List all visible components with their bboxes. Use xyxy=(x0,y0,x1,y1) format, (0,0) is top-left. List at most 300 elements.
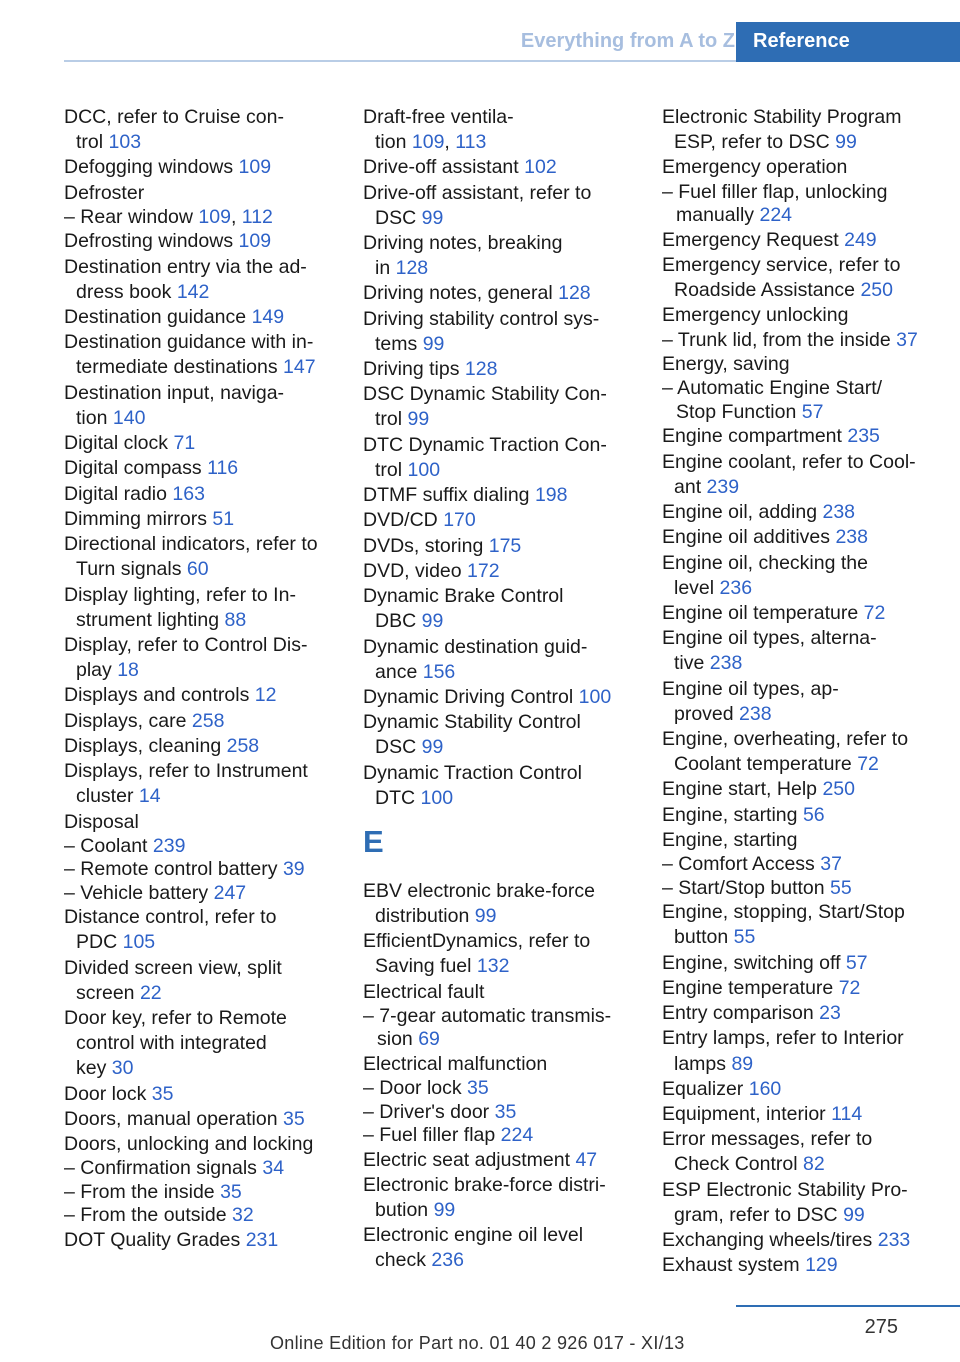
index-term-text: Digital clock xyxy=(64,432,169,455)
index-term-text: Engine temperature xyxy=(662,976,834,999)
index-term-text: – From the outside xyxy=(64,1204,227,1227)
page-link[interactable]: 60 xyxy=(186,558,209,581)
index-term-text: ant xyxy=(674,475,702,498)
index-term-text: Dynamic Brake Control xyxy=(363,585,564,608)
index-column-2 xyxy=(363,105,638,1274)
page-link[interactable]: 99 xyxy=(407,408,430,431)
index-term-text: DSC xyxy=(375,736,417,759)
index-entry xyxy=(662,1127,947,1177)
index-entry xyxy=(363,761,638,811)
page-link[interactable]: 128 xyxy=(395,257,429,280)
index-term-text: Driving tips xyxy=(363,358,460,381)
page-link[interactable]: 32 xyxy=(232,1204,254,1227)
index-entry xyxy=(363,879,638,929)
index-term-text: Engine oil types, alterna- xyxy=(662,627,877,650)
page-link[interactable]: 258 xyxy=(191,709,225,732)
index-term-text: lamps xyxy=(674,1052,727,1075)
index-term-text: Destination entry via the ad- xyxy=(64,255,307,278)
index-term-text: DVD/CD xyxy=(363,509,438,532)
index-entry xyxy=(64,229,339,254)
index-entry xyxy=(64,759,339,809)
index-column-3 xyxy=(662,105,947,1279)
page-link[interactable]: 238 xyxy=(835,526,868,549)
page-link[interactable]: 99 xyxy=(843,1203,865,1226)
index-entry xyxy=(662,1026,947,1076)
index-term-text: Saving fuel xyxy=(375,955,472,978)
index-term-text: Divided screen view, split xyxy=(64,956,282,979)
index-term-text: Display, refer to Control Dis- xyxy=(64,634,308,656)
page-link[interactable]: 236 xyxy=(719,576,753,599)
index-entry xyxy=(662,450,947,500)
index-term-text: Emergency Request xyxy=(662,228,839,251)
index-term-text: DOT Quality Grades xyxy=(64,1228,241,1251)
index-entry xyxy=(64,1107,339,1132)
index-entry xyxy=(662,228,947,253)
index-term-text: Disposal xyxy=(64,810,139,833)
index-term-text: DTC Dynamic Traction Con- xyxy=(363,433,607,456)
index-term-text: Door lock xyxy=(64,1082,147,1105)
index-entry xyxy=(662,1077,947,1102)
index-entry xyxy=(662,951,947,976)
index-entry xyxy=(363,281,638,306)
page-link[interactable]: 172 xyxy=(467,559,500,582)
index-term-text: DTC xyxy=(375,786,416,809)
index-term-text: cluster xyxy=(76,785,134,808)
page-link[interactable]: 100 xyxy=(420,786,454,809)
page-link[interactable]: 99 xyxy=(421,610,444,633)
page-link[interactable]: 12 xyxy=(254,684,277,707)
page-link[interactable]: 250 xyxy=(860,279,893,302)
index-subentry: – Rear window 109, 112 xyxy=(64,205,273,228)
index-term-text: DSC xyxy=(375,206,417,229)
page-link[interactable]: 18 xyxy=(117,659,139,682)
index-entry xyxy=(662,900,947,950)
index-term-text: – Fuel filler flap xyxy=(363,1124,496,1147)
page-link[interactable]: 224 xyxy=(759,204,793,227)
index-term-text: Drive-off assistant, refer to xyxy=(363,181,592,204)
index-entry xyxy=(662,727,947,777)
index-term-text: Energy, saving xyxy=(662,353,790,376)
index-term-text: – Door lock xyxy=(363,1077,462,1100)
index-subentry xyxy=(363,1005,638,1052)
page-link[interactable]: 99 xyxy=(422,332,445,355)
index-term-text: DTMF suffix dialing xyxy=(363,484,530,507)
index-entry xyxy=(363,155,638,180)
page-link[interactable]: 99 xyxy=(421,736,444,759)
index-term-text: – Remote control battery xyxy=(64,858,278,881)
index-subentry xyxy=(662,853,947,877)
index-term-text: DVD, video xyxy=(363,559,462,582)
index-term-text: Turn signals xyxy=(76,558,182,581)
index-term-text: – Confirmation signals xyxy=(64,1157,257,1180)
index-entry xyxy=(64,1228,339,1253)
index-term-text: Displays, cleaning xyxy=(64,734,222,757)
index-term-text: Emergency unlocking xyxy=(662,304,849,327)
index-subentry xyxy=(662,329,947,353)
page-link[interactable]: 99 xyxy=(421,206,444,229)
page-link[interactable]: 102 xyxy=(524,156,557,179)
index-subentry xyxy=(662,181,947,228)
index-term-text: Engine oil types, ap- xyxy=(662,677,839,700)
index-term-text: Engine, switching off xyxy=(662,951,841,974)
page-link[interactable]: 129 xyxy=(805,1254,838,1277)
page-link[interactable]: 140 xyxy=(112,406,146,429)
index-term-text: Emergency service, refer to xyxy=(662,253,901,276)
page-link[interactable]: 128 xyxy=(558,282,591,305)
index-term-text: – Comfort Access xyxy=(662,853,815,876)
index-entry xyxy=(363,635,638,685)
index-subentry xyxy=(64,858,339,882)
index-entry xyxy=(363,357,638,382)
page-link[interactable]: 160 xyxy=(748,1077,782,1100)
index-term-text: dress book xyxy=(76,280,172,303)
page-link[interactable]: 236 xyxy=(431,1249,464,1272)
index-entry xyxy=(662,803,947,828)
page-link[interactable]: 109 xyxy=(198,205,231,228)
page-link[interactable]: 100 xyxy=(407,458,441,481)
page-link[interactable]: 163 xyxy=(172,482,205,505)
page-link[interactable]: 71 xyxy=(173,432,196,455)
page-link[interactable]: 69 xyxy=(418,1028,440,1051)
index-term-text: Engine oil temperature xyxy=(662,601,859,624)
page-link[interactable]: 109 xyxy=(238,156,272,179)
index-entry xyxy=(363,1052,638,1077)
index-term-text: Distance control, refer to xyxy=(64,906,277,929)
index-term-text: Dimming mirrors xyxy=(64,507,207,530)
index-entry xyxy=(64,905,339,955)
index-entry xyxy=(363,584,638,634)
index-term-text: strument lighting xyxy=(76,608,220,631)
page-link[interactable]: 132 xyxy=(476,955,510,978)
index-entry xyxy=(64,810,339,835)
index-term-text: Displays, care xyxy=(64,709,187,732)
page-link[interactable]: 233 xyxy=(877,1229,911,1252)
index-entry xyxy=(363,929,638,979)
index-column-1 xyxy=(64,105,339,1253)
index-entry xyxy=(363,508,638,533)
index-entry xyxy=(64,155,339,180)
index-term-text: Electric seat adjustment xyxy=(363,1148,571,1171)
index-entry xyxy=(662,352,947,377)
index-term-text: play xyxy=(76,659,112,682)
index-entry xyxy=(662,424,947,449)
index-term-text: tion xyxy=(375,131,407,154)
index-term-text: DBC xyxy=(375,610,417,633)
index-entry xyxy=(64,1132,339,1157)
footer-edition-text: Online Edition for Part no. 01 40 2 926 017 - XI/13 xyxy=(270,1333,685,1353)
index-entry xyxy=(363,1223,638,1273)
index-term-text: Engine, overheating, refer to xyxy=(662,728,909,750)
index-entry xyxy=(64,583,339,633)
page-link[interactable]: 22 xyxy=(139,981,162,1004)
page-link[interactable]: 103 xyxy=(108,131,142,154)
index-entry xyxy=(363,433,638,483)
index-entry xyxy=(64,633,339,683)
index-entry xyxy=(363,1148,638,1173)
page-link[interactable]: 35 xyxy=(494,1100,517,1123)
page-link[interactable]: 57 xyxy=(845,951,868,974)
index-term-text: in xyxy=(375,257,391,280)
index-term-text: level xyxy=(674,576,715,599)
index-term-text: – Automatic Engine Start/ xyxy=(662,377,883,400)
index-entry xyxy=(64,305,339,330)
page-link[interactable]: 239 xyxy=(152,834,186,857)
index-entry xyxy=(662,777,947,802)
index-term-text: Destination input, naviga- xyxy=(64,381,285,404)
index-term-text: control with integrated xyxy=(76,1032,267,1055)
index-term-text: tive xyxy=(674,652,705,675)
index-entry xyxy=(662,303,947,328)
page-link[interactable]: 35 xyxy=(467,1077,489,1100)
page-link[interactable]: 57 xyxy=(801,400,824,423)
page-link[interactable]: 99 xyxy=(474,904,497,927)
index-term-text: EBV electronic brake-force xyxy=(363,879,595,902)
index-term-text: manually xyxy=(676,204,755,227)
index-term-text: distribution xyxy=(375,904,470,927)
index-entry xyxy=(662,1178,947,1228)
page-link[interactable]: 55 xyxy=(830,876,852,899)
index-entry xyxy=(64,431,339,456)
index-term-text: Entry lamps, refer to Interior xyxy=(662,1027,904,1050)
index-entry xyxy=(662,1001,947,1026)
index-term-text: – 7-gear automatic transmis- xyxy=(363,1004,612,1027)
index-term-text: Defroster xyxy=(64,181,145,204)
page-link[interactable]: 116 xyxy=(207,457,239,480)
index-term-text: – Rear window xyxy=(64,205,193,228)
page-number: 275 xyxy=(864,1316,898,1338)
index-term-text: DSC Dynamic Stability Con- xyxy=(363,383,607,406)
index-entry xyxy=(662,677,947,727)
page-link[interactable]: 56 xyxy=(802,803,825,826)
index-term-text: tion xyxy=(76,406,108,429)
index-term-text: Digital radio xyxy=(64,482,167,505)
page-link[interactable]: 72 xyxy=(838,976,861,999)
index-term-text: Exchanging wheels/tires xyxy=(662,1229,873,1252)
index-term-text: – Fuel filler flap, unlocking xyxy=(662,180,888,203)
index-term-text: – Driver's door xyxy=(363,1100,490,1123)
index-entry xyxy=(64,381,339,431)
index-subentry xyxy=(64,835,339,859)
page-link[interactable]: 198 xyxy=(534,484,568,507)
page-link[interactable]: 82 xyxy=(802,1153,825,1176)
index-term-text: Dynamic Stability Control xyxy=(363,711,581,734)
index-term-text: ESP Electronic Stability Pro- xyxy=(662,1178,908,1201)
index-entry xyxy=(662,1253,947,1278)
index-subentry xyxy=(64,1157,339,1181)
index-subentry xyxy=(363,1077,638,1101)
index-entry xyxy=(662,626,947,676)
page-link[interactable]: 99 xyxy=(835,131,857,154)
index-subentry xyxy=(64,1181,339,1205)
page-link[interactable]: 35 xyxy=(151,1082,174,1105)
index-term-text: Destination guidance xyxy=(64,306,247,329)
index-term-text: Electronic Stability Program xyxy=(662,106,902,128)
page-link[interactable]: 47 xyxy=(575,1148,598,1171)
page-link[interactable]: 37 xyxy=(896,328,918,351)
index-term-text: termediate destinations xyxy=(76,356,278,379)
index-term-text: Dynamic destination guid- xyxy=(363,635,588,658)
page-link[interactable]: 156 xyxy=(422,660,456,683)
index-subentry xyxy=(662,877,947,901)
page-link[interactable]: 112 xyxy=(241,205,273,228)
header-section-title: Everything from A to Z xyxy=(520,30,735,52)
index-entry xyxy=(662,500,947,525)
index-term-text: PDC xyxy=(76,931,118,954)
index-term-text: Door key, refer to Remote xyxy=(64,1007,287,1030)
page-link[interactable]: 142 xyxy=(176,280,210,303)
index-entry xyxy=(662,1102,947,1127)
page-link[interactable]: 14 xyxy=(138,785,161,808)
page-link[interactable]: 238 xyxy=(739,702,772,725)
index-entry xyxy=(64,330,339,380)
index-term-text: Engine oil additives xyxy=(662,526,831,549)
page-link[interactable]: 99 xyxy=(433,1199,456,1221)
index-term-text: Display lighting, refer to In- xyxy=(64,583,296,606)
page-link[interactable]: 149 xyxy=(251,306,285,329)
index-entry xyxy=(64,683,339,708)
page-link[interactable]: 109 xyxy=(238,230,272,253)
index-entry xyxy=(64,734,339,759)
index-term-text: Digital compass xyxy=(64,457,202,480)
index-term-text: Doors, unlocking and locking xyxy=(64,1133,314,1156)
page-link[interactable]: 39 xyxy=(282,858,305,881)
index-entry xyxy=(363,685,638,710)
page-link[interactable]: 249 xyxy=(844,228,877,251)
page-link[interactable]: 258 xyxy=(226,734,260,757)
index-term-text: trol xyxy=(76,131,104,154)
page-link[interactable]: 128 xyxy=(464,358,498,381)
index-entry xyxy=(64,709,339,734)
page-link[interactable]: 250 xyxy=(822,778,855,801)
page-link[interactable]: 72 xyxy=(857,753,879,776)
page-link[interactable]: 30 xyxy=(111,1057,134,1080)
page-link[interactable]: 51 xyxy=(212,507,235,530)
index-entry xyxy=(363,483,638,508)
index-entry xyxy=(64,456,339,481)
index-entry: Draft-free ventila- tion 109, 113 xyxy=(363,106,514,154)
index-term-text: Error messages, refer to xyxy=(662,1128,873,1151)
index-term-text: Engine start, Help xyxy=(662,778,818,801)
index-entry xyxy=(662,105,947,155)
index-term-text: Dynamic Traction Control xyxy=(363,761,582,784)
index-entry xyxy=(662,976,947,1001)
index-term-text: Displays and controls xyxy=(64,684,250,707)
index-entry xyxy=(363,980,638,1005)
page-link[interactable]: 231 xyxy=(245,1228,279,1251)
page-link[interactable]: 247 xyxy=(213,881,247,904)
page-link[interactable]: 34 xyxy=(262,1157,285,1180)
index-entry xyxy=(64,956,339,1006)
index-term-text: Defogging windows xyxy=(64,156,234,179)
index-term-text: Engine oil, adding xyxy=(662,501,818,524)
index-entry xyxy=(662,1228,947,1253)
page-link[interactable]: 89 xyxy=(731,1052,754,1075)
index-term-text: Equipment, interior xyxy=(662,1103,826,1126)
index-term-text: gram, refer to DSC xyxy=(674,1203,838,1226)
index-entry xyxy=(363,710,638,760)
index-term-text: screen xyxy=(76,981,135,1004)
page-link[interactable]: 109 xyxy=(411,131,445,154)
index-term-text: Driving stability control sys- xyxy=(363,307,600,330)
page-link[interactable]: 37 xyxy=(820,853,842,876)
index-entry xyxy=(662,155,947,180)
index-entry xyxy=(662,253,947,303)
page-link[interactable]: 55 xyxy=(733,926,756,949)
index-term-text: Engine coolant, refer to Cool- xyxy=(662,450,916,473)
index-term-text: – Start/Stop button xyxy=(662,876,825,899)
page-link[interactable]: 170 xyxy=(443,509,476,532)
page-link[interactable]: 35 xyxy=(220,1180,242,1203)
index-term-text: Exhaust system xyxy=(662,1254,800,1277)
index-term-text: – Vehicle battery xyxy=(64,881,209,904)
page-link[interactable]: 147 xyxy=(283,356,316,379)
page-link[interactable]: 88 xyxy=(224,608,247,631)
index-entry xyxy=(363,1173,638,1223)
index-term-text: Doors, manual operation xyxy=(64,1107,278,1130)
section-letter: E xyxy=(363,823,384,859)
index-entry xyxy=(64,507,339,532)
index-term-text: DCC, refer to Cruise con- xyxy=(64,106,284,128)
index-entry xyxy=(662,828,947,853)
page-link[interactable]: 238 xyxy=(822,501,856,524)
index-entry xyxy=(662,551,947,601)
index-term-text: Destination guidance with in- xyxy=(64,331,314,354)
page-link[interactable]: 235 xyxy=(847,425,880,448)
index-term-text: Entry comparison xyxy=(662,1002,814,1025)
index-term-text: Check Control xyxy=(674,1153,798,1176)
page-link[interactable]: 224 xyxy=(500,1124,534,1147)
index-term-text: button xyxy=(674,926,729,949)
page-link[interactable]: 239 xyxy=(706,475,740,498)
index-term-text: trol xyxy=(375,458,403,481)
index-term-text: Defrosting windows xyxy=(64,230,234,253)
index-subentry xyxy=(363,1124,638,1148)
page-link[interactable]: 113 xyxy=(455,131,487,154)
page-link[interactable]: 114 xyxy=(831,1103,863,1126)
index-subentry xyxy=(662,377,947,424)
index-term-text: trol xyxy=(375,408,403,431)
index-subentry xyxy=(64,882,339,906)
page-link[interactable]: 23 xyxy=(819,1002,841,1025)
index-entry xyxy=(64,181,339,206)
index-term-text: Driving notes, breaking xyxy=(363,232,563,255)
index-term-text: Stop Function xyxy=(676,400,797,423)
index-term-text: Drive-off assistant xyxy=(363,156,519,179)
index-entry xyxy=(363,181,638,231)
index-term-text: DVDs, storing xyxy=(363,534,484,557)
page-link[interactable]: 175 xyxy=(488,534,522,557)
index-term-text: Engine, stopping, Start/Stop xyxy=(662,901,905,924)
index-entry xyxy=(662,525,947,550)
index-entry xyxy=(363,231,638,281)
index-entry xyxy=(363,559,638,584)
page-link[interactable]: 105 xyxy=(122,931,156,954)
index-subentry xyxy=(363,1101,638,1125)
index-term-text: – From the inside xyxy=(64,1180,215,1203)
index-term-text: Equalizer xyxy=(662,1077,744,1100)
index-term-text: Emergency operation xyxy=(662,156,848,179)
index-term-text: Electrical malfunction xyxy=(363,1052,548,1075)
index-term-text: – Trunk lid, from the inside xyxy=(662,328,891,351)
page-link[interactable]: 35 xyxy=(282,1107,305,1130)
index-term-text: Electronic brake-force distri- xyxy=(363,1173,606,1196)
index-entry xyxy=(64,255,339,305)
index-entry xyxy=(363,534,638,559)
page-link[interactable]: 100 xyxy=(578,685,612,708)
page-link[interactable]: 238 xyxy=(709,652,743,675)
index-term-text: Engine, starting xyxy=(662,828,798,851)
page-link[interactable]: 72 xyxy=(863,601,886,624)
